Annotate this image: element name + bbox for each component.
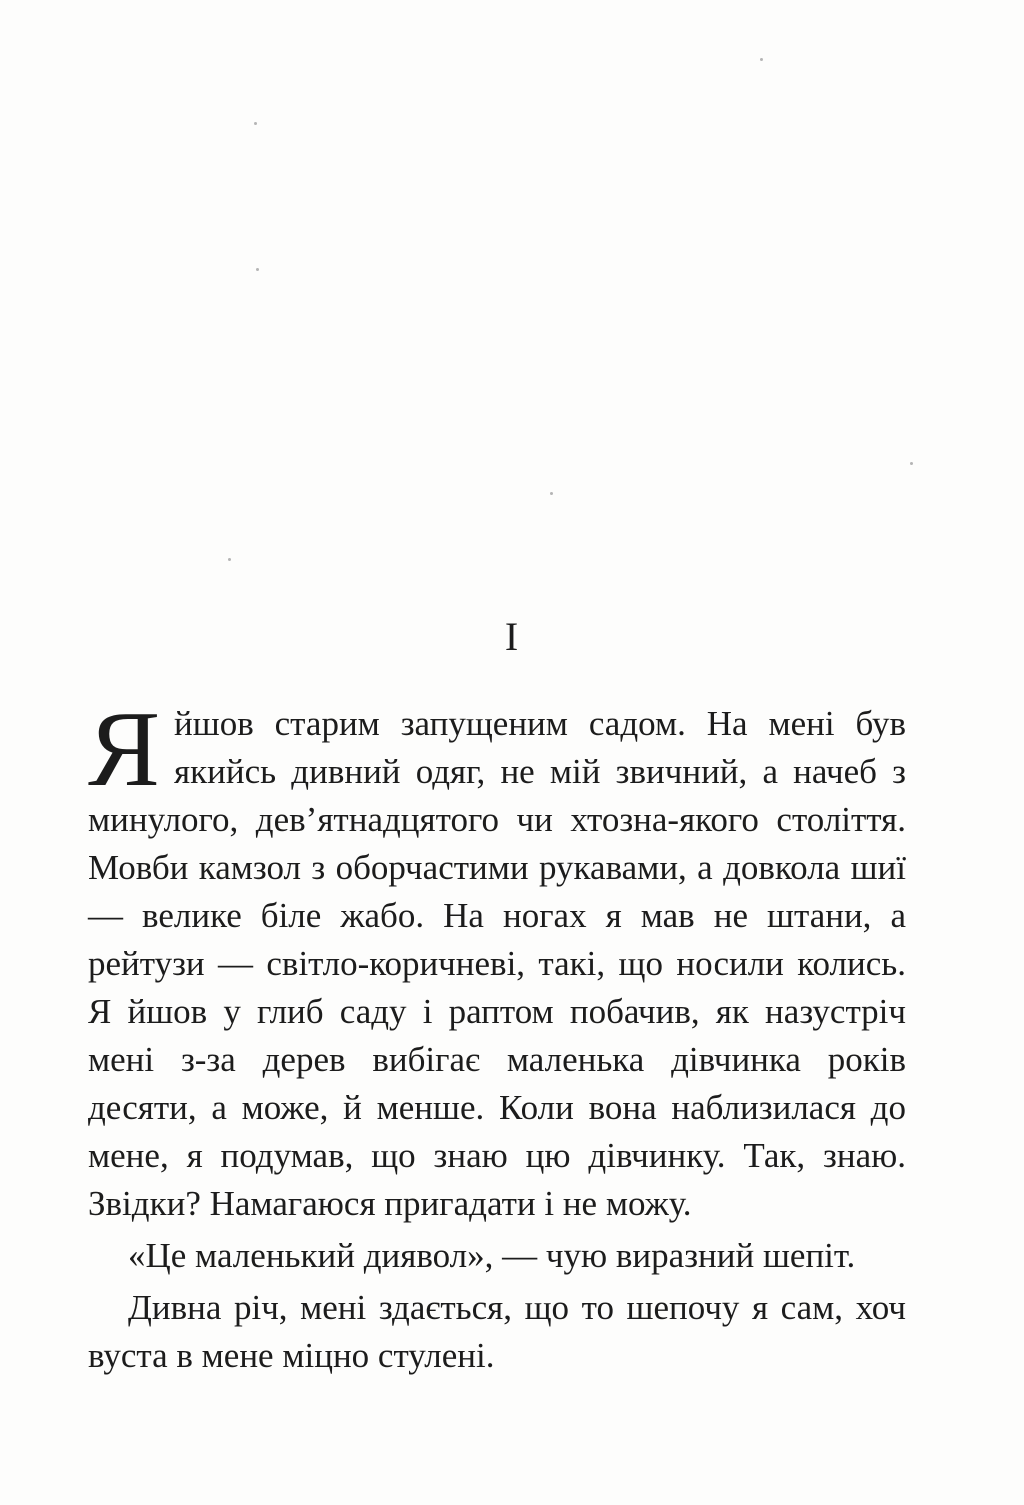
- paper-speck: [910, 462, 913, 465]
- paper-speck: [256, 268, 259, 271]
- paragraph-1: [88, 690, 906, 1228]
- paper-speck: [254, 122, 257, 125]
- chapter-body: [88, 690, 906, 1380]
- chapter-number: I: [504, 614, 520, 659]
- drop-cap: Я: [88, 690, 161, 809]
- paper-speck: [760, 58, 763, 61]
- paragraph-3: Дивна річ, мені здається, що то шепочу я сам, хоч вуста в мене міцно стулені.: [88, 1288, 906, 1375]
- paper-speck: [228, 558, 231, 561]
- paper-speck: [550, 492, 553, 495]
- paragraph-1-text: йшов старим запущеним садом. На мені був якийсь дивний одяг, не мій звичний, а начеб з минулого, дев’ятнадцятого чи хтозна-якого століття. Мовби камзол з оборчастими рукавами, а довкола шиї — велике біле жабо. На ногах я мав не штани, а рейтузи — світло-коричневі, такі, що носили колись. Я йшов у глиб саду і раптом побачив, як назустріч мені з-за дерев вибігає маленька дівчинка років десяти, а може, й менше. Коли вона наблизилася до мене, я подумав, що знаю цю дівчинку. Так, знаю. Звідки? Намагаюся пригадати і не можу.: [88, 704, 906, 1223]
- paragraph-2: «Це маленький диявол», — чую виразний шепіт.: [128, 1236, 856, 1275]
